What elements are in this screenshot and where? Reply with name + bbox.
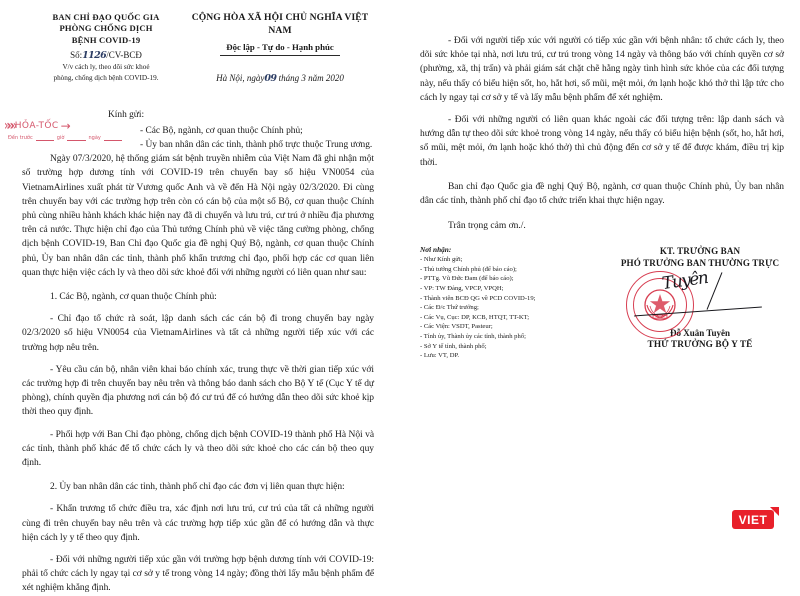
urgent-day-label: ngày bbox=[88, 135, 101, 141]
viet-logo bbox=[732, 507, 782, 529]
doc-number-suffix: /CV-BCĐ bbox=[106, 50, 142, 61]
body-section-1-heading: 1. Các Bộ, ngành, cơ quan thuộc Chính phủ: bbox=[50, 292, 217, 303]
issuing-organization bbox=[22, 12, 186, 85]
doc-number-prefix: Số: bbox=[70, 50, 83, 61]
distribution-item: - Thủ tướng Chính phủ (để báo cáo); bbox=[420, 265, 517, 273]
place-date-suffix: tháng 3 năm 2020 bbox=[278, 73, 344, 84]
national-motto: Độc lập - Tự do - Hạnh phúc bbox=[220, 41, 340, 56]
urgent-stamp bbox=[4, 118, 122, 141]
arrow-right-icon: → bbox=[60, 118, 71, 133]
subject-line-1: V/v cách ly, theo dõi sức khoẻ bbox=[62, 63, 150, 72]
place-date-day: 09 bbox=[264, 73, 277, 85]
signature-title-line-2: PHÓ TRƯỞNG BAN THƯỜNG TRỰC bbox=[620, 258, 780, 269]
urgent-stamp-label: HỎA-TỐC bbox=[14, 120, 59, 131]
distribution-item: - Thành viên BCĐ QG về PCD COVID-19; bbox=[420, 294, 536, 302]
urgent-arrive-blank bbox=[36, 135, 54, 141]
signer-role: THỨ TRƯỞNG BỘ Y TẾ bbox=[647, 340, 753, 351]
urgent-hour-blank bbox=[67, 135, 85, 141]
distribution-item: - Các Viện: VSDT, Pasteur; bbox=[420, 323, 493, 331]
body-section-2-item-3: - Đối với người tiếp xúc với người có tiếp xúc gần với bệnh nhân: tổ chức cách ly, theo dõi sức khỏe tại nhà, nơi lưu trú, cư trú trong vòng 14 ngày và thông báo với chính quyền cơ sở (phường, xã, thị trấn) và phải giám sát chặt chẽ hằng ngày tình hình sức khỏe của các đối tượng này, nếu thấy có biểu hiện sốt, ho, hắt hơi, sổ mũi, mệt mỏi, ớn lạnh hoặc khó thở thì lập tức cho cách ly ngay tại cơ sở y tế và lấy mẫu bệnh phẩm để xét nghiệm. bbox=[420, 36, 784, 103]
distribution-item: - Như Kính gửi; bbox=[420, 256, 463, 264]
subject-line-2: phòng, chống dịch bệnh COVID-19. bbox=[53, 73, 159, 82]
org-line-3: BỆNH COVID-19 bbox=[71, 34, 141, 45]
signature-stroke-vertical bbox=[707, 273, 723, 310]
scanned-page-right bbox=[404, 0, 800, 545]
distribution-item: - Các Vụ, Cục: DP, KCB, HTQT, TT-KT; bbox=[420, 313, 530, 321]
body-section-2-item-4: - Đối với những người có liên quan khác ngoài các đối tượng trên: lập danh sách và hướng dẫn tự theo dõi sức khoẻ trong vòng 14 ngày, nếu thấy có biểu hiện bệnh (sốt, ho, hắt hơi, sổ mũi, mệt mỏi, ớn lạnh hoặc khó thở) thì chủ động đến cơ sở y tế để được khám, điều trị kịp thời. bbox=[420, 115, 784, 168]
distribution-item: - Các Đ/c Thứ trưởng; bbox=[420, 304, 479, 312]
body-paragraph-conclusion: Ban chỉ đạo Quốc gia đề nghị Quý Bộ, ngành, cơ quan thuộc Chính phủ, Ủy ban nhân dân các tỉnh, thành phố chỉ đạo tổ chức triển khai thực hiện ngay. bbox=[420, 181, 784, 207]
org-line-1: BAN CHỈ ĐẠO QUỐC GIA bbox=[52, 12, 160, 22]
chevron-arrows-icon: »»» bbox=[4, 117, 14, 134]
distribution-item: - PTTg. Vũ Đức Đam (để báo cáo); bbox=[420, 275, 514, 283]
urgent-day-blank bbox=[104, 135, 122, 141]
urgent-hour-label: giờ bbox=[56, 135, 65, 141]
body-section-2-item-1: - Khẩn trương tổ chức điều tra, xác định nơi lưu trú, cư trú của tất cả những người cùng đi trên chuyến bay nêu trên và các trường hợp tiếp xúc gần để có hướng dẫn và thực hiện cách ly y tế theo quy định. bbox=[22, 504, 374, 543]
body-section-2-item-2: - Đối với những người tiếp xúc gần với trường hợp bệnh dương tính với COVID-19: phải tổ chức cách ly ngay tại cơ sở y tế trong vòng 14 ngày; đồng thời lấy mẫu bệnh phẩm để xét nghiệm khẳng định. bbox=[22, 555, 374, 594]
body-section-1-item-2: - Yêu cầu cán bộ, nhân viên khai báo chính xác, trung thực về thời gian tiếp xúc với các trường hợp đi trên chuyến bay nêu trên và thông báo danh sách cho Bộ Y tế (Cục Y tế dự phòng), chính quyền địa phương nơi cán bộ đó cư trú để có hướng dẫn theo dõi sức khoẻ kịp thời theo quy định. bbox=[22, 364, 374, 418]
distribution-item: - Lưu: VT, DP. bbox=[420, 352, 460, 360]
signature-area bbox=[616, 269, 784, 327]
recipient-item-1: - Các Bộ, ngành, cơ quan thuộc Chính phủ; bbox=[140, 126, 303, 137]
national-title: CỘNG HÒA XÃ HỘI CHỦ NGHĨA VIỆT NAM bbox=[191, 12, 369, 36]
scanned-page-left bbox=[0, 0, 392, 594]
org-line-2: PHÒNG CHỐNG DỊCH bbox=[59, 23, 153, 34]
body-section-1-item-3: - Phối hợp với Ban Chỉ đạo phòng, chống dịch bệnh COVID-19 thành phố Hà Nội và các tỉnh, thành phố khác để tổ chức cách ly và theo dõi sức khoẻ cho các cán bộ theo quy định. bbox=[22, 429, 374, 469]
national-heading bbox=[186, 12, 374, 85]
closing-thanks: Trân trọng cảm ơn./. bbox=[448, 221, 526, 232]
viet-logo-text: VIET bbox=[732, 510, 774, 529]
distribution-item: - VP: TW Đảng, VPCP, VPQH; bbox=[420, 285, 504, 293]
recipient-item-2: - Ủy ban nhân dân các tỉnh, thành phố trực thuộc Trung ương. bbox=[140, 140, 373, 151]
distribution-item: - Tỉnh ủy, Thành ủy các tỉnh, thành phố; bbox=[420, 332, 526, 340]
place-date bbox=[186, 72, 374, 85]
document-footer bbox=[420, 245, 784, 361]
distribution-item: - Sở Y tế tỉnh, thành phố; bbox=[420, 342, 487, 350]
signature-title-line-1: KT. TRƯỞNG BAN bbox=[659, 246, 741, 257]
salutation: Kính gửi: bbox=[108, 110, 145, 121]
urgent-arrive-label: Đến trước bbox=[8, 135, 33, 141]
body-section-1-item-1: - Chỉ đạo tổ chức rà soát, lập danh sách các cán bộ đi trong chuyến bay ngày 02/3/2020 số hiệu VN0054 của VietnamAirlines và tất cả những người tiếp xúc với các trường hợp nêu trên. bbox=[22, 314, 374, 353]
document-header bbox=[22, 0, 374, 85]
signer-name: Đỗ Xuân Tuyên bbox=[669, 328, 731, 339]
signature-block bbox=[616, 245, 784, 361]
document-number bbox=[26, 49, 186, 62]
place-date-prefix: Hà Nội, ngày bbox=[216, 73, 265, 84]
distribution-list bbox=[420, 245, 616, 361]
body-paragraph-intro: Ngày 07/3/2020, hệ thống giám sát bệnh truyền nhiễm của Việt Nam đã ghi nhận một số trường hợp dương tính với COVID-19 trên chuyến bay số hiệu VN0054 của VietnamAirlines xuất phát từ Vương quốc Anh và về đến Hà Nội ngày 02/3/2020. Đi cùng trên chuyến bay với các trường hợp trên còn có cán bộ của một số Bộ, cơ quan thuộc Chính phủ cùng nhiều hành khách khác hiện nay đã di chuyển và lưu trú, cư trú ở nhiều địa phương trên cả nước. Thực hiện chỉ đạo của Thủ tướng Chính phủ về việc tăng cường phòng, chống dịch bệnh COVID-19, Ban Chỉ đạo Quốc gia đề nghị Quý Bộ, ngành, cơ quan thuộc Chính phủ, Ủy ban nhân dân các tỉnh, thành phố khẩn trương chỉ đạo, phối hợp các cơ quan liên quan thực hiện việc cách ly và theo dõi sức khoẻ đối với những người có liên quan như sau: bbox=[22, 154, 374, 278]
handwritten-signature: Tuyên bbox=[660, 268, 709, 295]
body-section-2-heading: 2. Ủy ban nhân dân các tỉnh, thành phố chỉ đạo các đơn vị liên quan thực hiện: bbox=[50, 482, 345, 493]
doc-number-value: 1126 bbox=[82, 50, 107, 62]
distribution-list-title: Nơi nhận: bbox=[420, 245, 452, 255]
